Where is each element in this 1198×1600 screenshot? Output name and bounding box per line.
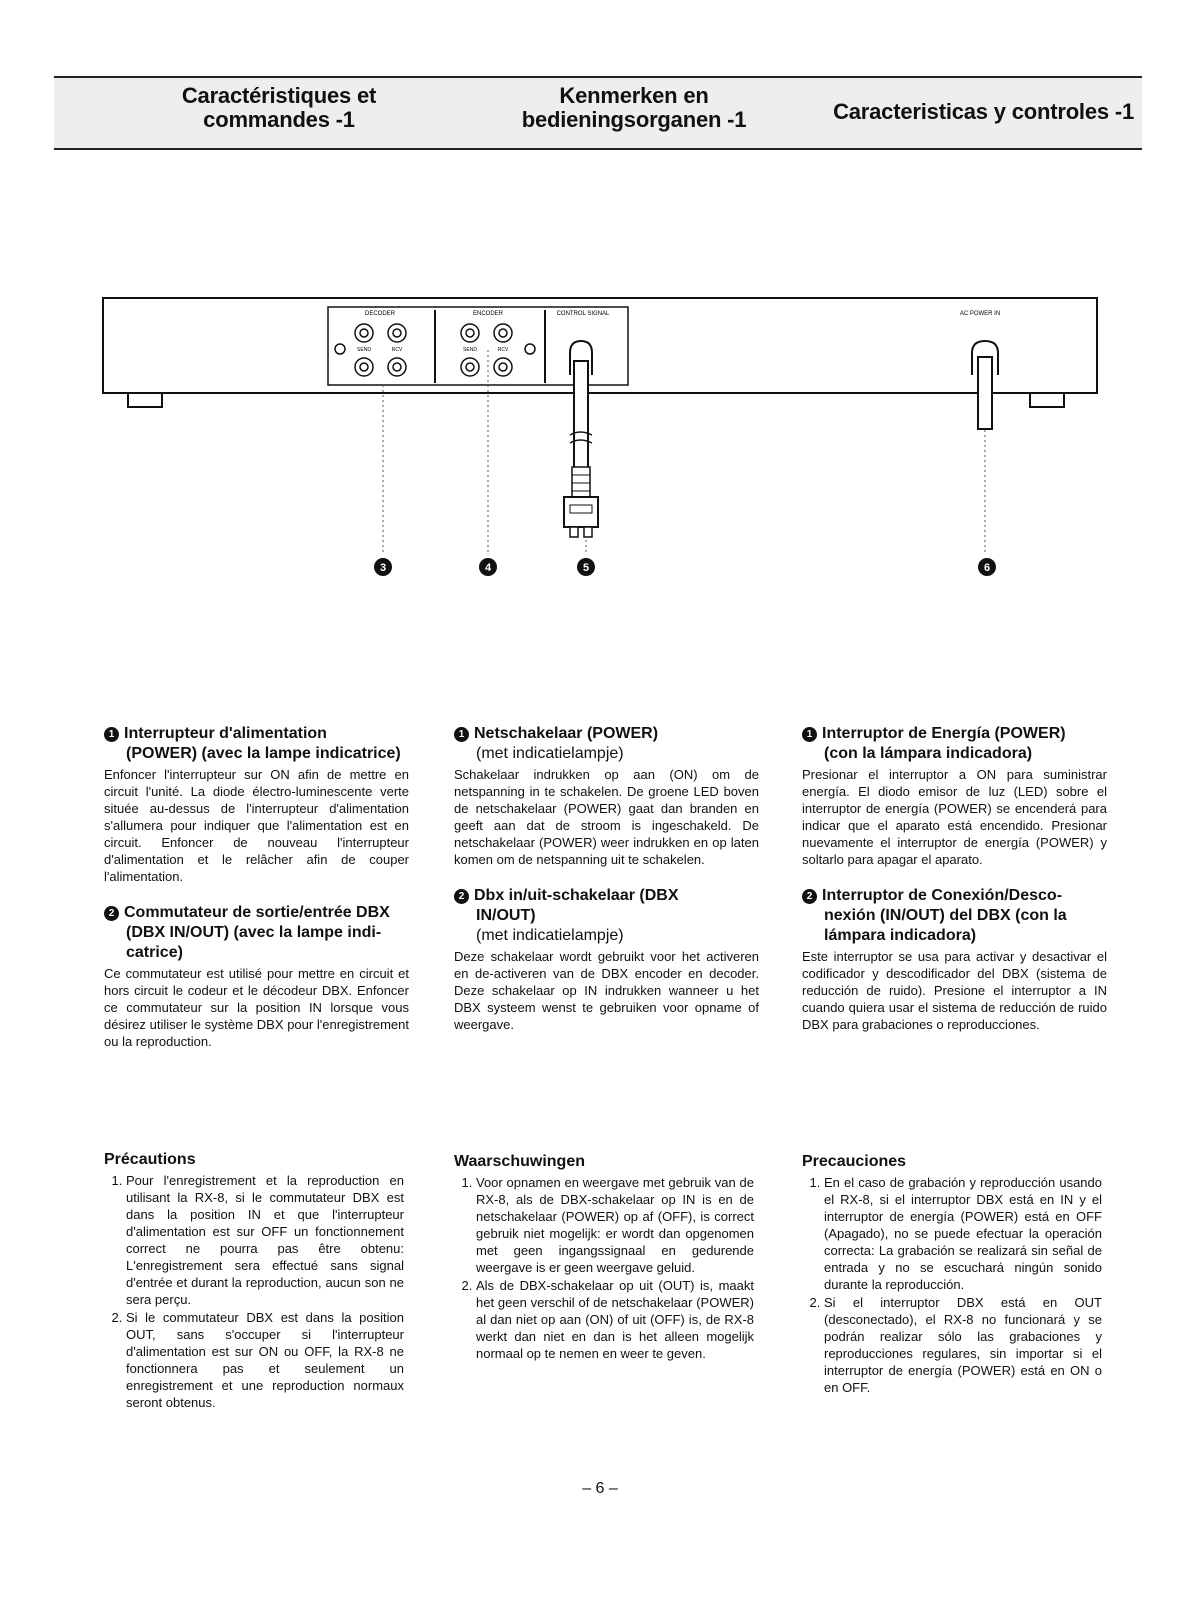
- rear-panel-diagram: [100, 295, 1100, 615]
- fr-s2-title-c: catrice): [126, 944, 183, 961]
- send-label-encoder: SEND: [463, 347, 477, 353]
- es-s1-number: 1: [802, 727, 817, 742]
- header-nl-line1: Kenmerken en: [559, 83, 709, 108]
- callout-6: [978, 558, 996, 576]
- fr-s1-body: Enfoncer l'interrupteur sur ON afin de mettre en circuit l'unité. La diode électro-luminescente verte située au-dessus de l'interrupteur d'alimentation s'allumera pour indiquer que l'alimentation est en circuit. Enfoncer de nouveau l'interrupteur d'alimentation et le relâcher afin de couper l'alimentation.: [104, 767, 409, 884]
- es-s2-title-c: lámpara indicadora): [824, 927, 977, 944]
- encoder-label: ENCODER: [472, 311, 504, 317]
- precautions-es-item-1: 1. En el caso de grabación y reproducción usando el RX-8, si el interruptor DBX está en IN y el interruptor de energía (POWER) está en OFF (Apagado), no se puede efectuar la operación correcta: La grabación se realizará sin señal de entrada y no se escuchará ningún sonido durante la reproducción.: [824, 1174, 1102, 1293]
- send-label-decoder: SEND: [357, 347, 371, 353]
- precautions-es: [802, 1152, 1102, 1397]
- fr-s2-title: [104, 903, 409, 963]
- foot-right: [1030, 393, 1064, 407]
- precautions-es-item-2: 2. Si el interruptor DBX está en OUT (desconectado), el RX-8 no funcionará y se podrán realizar sólo las grabaciones y reproducciones regulares, sin importar si el interruptor de energía (POWER) está en ON o en OFF.: [824, 1294, 1102, 1396]
- precautions-nl-title: Waarschuwingen: [454, 1153, 585, 1170]
- header-fr-line2: commandes -1: [203, 107, 355, 132]
- decoder-label: DECODER: [364, 311, 396, 317]
- rcv-label-encoder: RCV: [497, 347, 509, 353]
- fr-s1-title-b: (POWER) (avec la lampe indicatrice): [126, 745, 401, 762]
- es-s2-body: Este interruptor se usa para activar y desactivar el codificador y descodificador del DBX (sistema de reducción de ruido). Presione el interruptor a IN cuando quiera usar el sistema de reducción de ruido DBX para grabaciones o reproducciones.: [802, 949, 1107, 1032]
- column-nl: [454, 724, 759, 1051]
- es-s1-title: [802, 724, 1107, 764]
- nl-s2-title-a: Dbx in/uit-schakelaar (DBX: [474, 887, 679, 904]
- header-title-fr: [154, 84, 404, 132]
- callout-5: [577, 558, 595, 576]
- nl-s1-number: 1: [454, 727, 469, 742]
- ac-power-label: AC POWER IN: [959, 311, 1001, 317]
- column-es: [802, 724, 1107, 1051]
- fr-s2-title-a: Commutateur de sortie/entrée DBX: [124, 904, 390, 921]
- precautions-fr: [104, 1150, 404, 1412]
- fr-s2-body: Ce commutateur est utilisé pour mettre en circuit et hors circuit le codeur et le décodeur DBX. Enfoncer ce commutateur sur la position IN lorsque vous désirez utiliser le système DBX pour l'enregistrement ou la reproduction.: [104, 966, 409, 1049]
- page-number: – 6 –: [582, 1480, 618, 1497]
- fr-s2-title-b: (DBX IN/OUT) (avec la lampe indi-: [126, 924, 382, 941]
- nl-s2-number: 2: [454, 889, 469, 904]
- nl-s2-body: Deze schakelaar wordt gebruikt voor het activeren en de-activeren van de DBX encoder en decoder. Deze schakelaar op IN indrukken wanneer u het DBX systeem wenst te gebruiken voor opname of weergave.: [454, 949, 759, 1032]
- header-title-nl: [504, 84, 764, 132]
- precautions-nl-item-1: 1. Voor opnamen en weergave met gebruik van de RX-8, als de DBX-schakelaar op IN is en de netschakelaar (POWER) op af (OFF), is correct gebruik niet mogelijk: er wordt dan opgenomen met geen ingangssignaal en gedurende weergave is er geen weergave geluid.: [476, 1174, 754, 1276]
- header-nl-line2: bedieningsorganen -1: [521, 107, 747, 132]
- nl-s1-title-b: (met indicatielampje): [476, 745, 624, 762]
- nl-s2-title-b: IN/OUT): [476, 907, 536, 924]
- svg-text:3: 3: [379, 562, 387, 574]
- foot-left: [128, 393, 162, 407]
- column-fr: [104, 724, 409, 1068]
- precautions-fr-title: Précautions: [104, 1151, 196, 1168]
- rcv-label-decoder: RCV: [391, 347, 403, 353]
- svg-text:4: 4: [484, 562, 492, 574]
- es-s1-body: Presionar el interruptor a ON para suministrar energía. El diodo emisor de luz (LED) sobre el interruptor de energía (POWER) se encenderá para indicar que el aparato está encendido. Presionar nuevamente el interruptor de energía (POWER) y soltarlo para apagar el aparato.: [802, 767, 1107, 867]
- nl-s2-title-c: (met indicatielampje): [476, 927, 624, 944]
- header-fr-line1: Caractéristiques et: [181, 83, 377, 108]
- precautions-nl-item-2: 2. Als de DBX-schakelaar op uit (OUT) is, maakt het geen verschil of de netschakelaar (POWER) al dan niet op aan (ON) of uit (OFF) is, de RX-8 werkt dan niet en dan is het alleen mogelijk normaal op te nemen en weer te geven.: [476, 1277, 754, 1362]
- svg-text:5: 5: [582, 562, 590, 574]
- es-s2-title-b: nexión (IN/OUT) del DBX (con la: [824, 907, 1067, 924]
- es-s2-title: [802, 886, 1107, 946]
- header-title-es: Caracteristicas y controles -1: [833, 99, 1134, 124]
- fr-s2-number: 2: [104, 906, 119, 921]
- nl-s2-title: [454, 886, 759, 946]
- callout-3: [374, 558, 392, 576]
- fr-s1-title-a: Interrupteur d'alimentation: [124, 725, 327, 742]
- precautions-fr-item-2: 2. Si le commutateur DBX est dans la position OUT, sans s'occuper si l'interrupteur d'alimentation est sur ON ou OFF, la RX-8 ne fonctionnera pas et seulement un enregistrement et une reproduction normaux seront obtenus.: [126, 1309, 404, 1411]
- fr-s1-title: [104, 724, 409, 764]
- es-s2-title-a: Interruptor de Conexión/Desco-: [822, 887, 1063, 904]
- es-s1-title-b: (con la lámpara indicadora): [824, 745, 1033, 762]
- control-signal-label: CONTROL SIGNAL: [556, 311, 610, 317]
- precautions-fr-item-1: 1. Pour l'enregistrement et la reproduction en utilisant la RX-8, si le commutateur DBX est dans la position IN et que l'interrupteur d'alimentation est sur OFF un fonctionnement correct ne pourra pas être obtenu: L'enregistrement sera effectué sans signal d'entrée et durant la reproduction, aucun son ne sera perçu.: [126, 1172, 404, 1308]
- nl-s1-title-a: Netschakelaar (POWER): [474, 725, 659, 742]
- callout-4: [479, 558, 497, 576]
- es-s2-number: 2: [802, 889, 817, 904]
- header-band: [54, 76, 1142, 150]
- svg-text:6: 6: [983, 562, 991, 574]
- precautions-es-title: Precauciones: [802, 1153, 907, 1170]
- es-s1-title-a: Interruptor de Energía (POWER): [822, 725, 1066, 742]
- fr-s1-number: 1: [104, 727, 119, 742]
- nl-s1-title: [454, 724, 759, 764]
- precautions-nl: [454, 1152, 754, 1363]
- nl-s1-body: Schakelaar indrukken op aan (ON) om de netspanning in te schakelen. De groene LED boven de netschakelaar (POWER) gaat dan branden en geeft aan dat de stroom is ingeschakeld. De netschakelaar (POWER) weer indrukken en op laten komen om de netspanning uit te schakelen.: [454, 767, 759, 867]
